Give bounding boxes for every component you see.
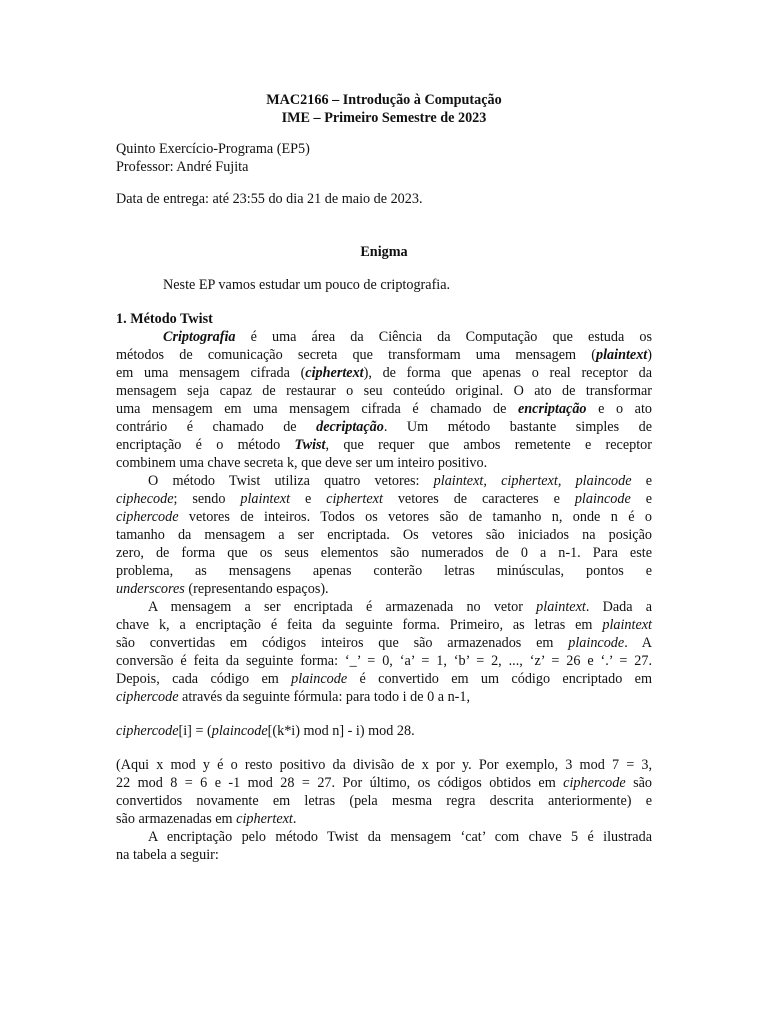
term-decriptacao: decriptação bbox=[316, 419, 384, 435]
p3-line3 bbox=[116, 634, 652, 652]
term-encriptacao: encriptação bbox=[517, 401, 587, 417]
p1-line4: mensagem seja capaz de restaurar o seu conteúdo original. O ato de transformar bbox=[116, 383, 652, 399]
p1-line3-text: em uma mensagem cifrada ( bbox=[116, 365, 306, 381]
doc-title: Enigma bbox=[360, 244, 408, 260]
formula-ciphercode: ciphercode bbox=[116, 723, 179, 739]
p5-line1: A encriptação pelo método Twist da mensagem ‘cat’ com chave 5 é ilustrada bbox=[148, 829, 652, 845]
p3-line2 bbox=[116, 616, 652, 634]
term-ciphertext-2: ciphertext bbox=[501, 473, 558, 489]
p4-line4 bbox=[116, 810, 296, 828]
p2-line1 bbox=[148, 472, 652, 490]
term-ciphertext-4: ciphertext bbox=[236, 811, 293, 827]
p2-line2-end: e bbox=[630, 491, 652, 507]
p2-line6: problema, as mensagens apenas conterão letras minúsculas, pontos e bbox=[116, 563, 652, 579]
p1-line5 bbox=[116, 400, 652, 418]
term-plaintext-3: plaintext bbox=[240, 491, 291, 507]
p3-line6-text: através da seguinte fórmula: para todo i de 0 a n-1, bbox=[178, 689, 471, 705]
formula-part-b: [i] = ( bbox=[178, 723, 212, 739]
p3-line4: conversão é feita da seguinte forma: ‘_’ = 0, ‘a’ = 1, ‘b’ = 2, ..., ‘z’ = 26 e ‘.’ = 27. bbox=[116, 653, 652, 669]
term-plaincode-4: plaincode bbox=[291, 671, 348, 687]
p4-line2 bbox=[116, 774, 652, 792]
p2-line1-text: O método Twist utiliza quatro vetores: bbox=[148, 473, 434, 489]
p3-line1 bbox=[148, 598, 652, 616]
p3-line3-text: são convertidas em códigos inteiros que são armazenados em bbox=[116, 635, 569, 651]
term-plaintext-5: plaintext bbox=[602, 617, 652, 633]
p4-line3: convertidos novamente em letras (pela mesma regra descrita anteriormente) e bbox=[116, 793, 652, 809]
p1-line7-end: , que requer que ambos remetente e receptor bbox=[325, 437, 652, 453]
p2-line2-t1: ; sendo bbox=[173, 491, 241, 507]
p3-line3-end: . A bbox=[624, 635, 653, 651]
p3-line6 bbox=[116, 688, 470, 706]
p1-line2-text: métodos de comunicação secreta que transformam uma mensagem ( bbox=[116, 347, 597, 363]
assignment-name: Quinto Exercício-Programa (EP5) bbox=[116, 141, 310, 157]
term-plaintext-4: plaintext bbox=[536, 599, 586, 615]
p2-line3-text: vetores de inteiros. Todos os vetores são de tamanho n, onde n é o bbox=[178, 509, 652, 525]
professor-name: Professor: André Fujita bbox=[116, 159, 249, 175]
p2-line4: tamanho da mensagem a ser encriptada. Os vetores são iniciados na posição bbox=[116, 527, 652, 543]
term-ciphecode: ciphecode bbox=[116, 491, 174, 507]
p2-line1-end: e bbox=[631, 473, 653, 489]
p1-line3 bbox=[116, 364, 652, 382]
p1-line2 bbox=[116, 346, 652, 364]
p1-line8: combinem uma chave secreta k, que deve ser um inteiro positivo. bbox=[116, 455, 488, 471]
p4-line2-text: 22 mod 8 = 6 e -1 mod 28 = 27. Por último, os códigos obtidos em bbox=[116, 775, 564, 791]
p1-line5-text: uma mensagem em uma mensagem cifrada é chamado de bbox=[116, 401, 518, 417]
p2-line3 bbox=[116, 508, 652, 526]
p1-line6-text: contrário é chamado de bbox=[116, 419, 317, 435]
course-title: MAC2166 – Introdução à Computação bbox=[266, 92, 502, 108]
term-plaincode-3: plaincode bbox=[568, 635, 625, 651]
p4-line4-text: são armazenadas em bbox=[116, 811, 237, 827]
p1-line1 bbox=[163, 328, 652, 346]
p2-line2 bbox=[116, 490, 652, 508]
p2-line2-t3: vetores de caracteres e bbox=[382, 491, 575, 507]
p1-line7-text: encriptação é o método bbox=[116, 437, 295, 453]
p3-line5-text: Depois, cada código em bbox=[116, 671, 292, 687]
p4-line4-end: . bbox=[292, 811, 297, 827]
deadline: Data de entrega: até 23:55 do dia 21 de maio de 2023. bbox=[116, 191, 423, 207]
p2-line7-text: (representando espaços). bbox=[184, 581, 329, 597]
term-criptografia: Criptografia bbox=[163, 329, 236, 345]
intro-paragraph: Neste EP vamos estudar um pouco de criptografia. bbox=[163, 277, 451, 293]
p3-line1-text: A mensagem a ser encriptada é armazenada no vetor bbox=[148, 599, 537, 615]
p3-line5 bbox=[116, 670, 652, 688]
term-plaincode: plaincode bbox=[575, 473, 632, 489]
p2-line5: zero, de forma que os seus elementos são numerados de 0 a n-1. Para este bbox=[116, 545, 652, 561]
term-plaincode-2: plaincode bbox=[574, 491, 631, 507]
term-plaintext-2: plaintext bbox=[433, 473, 484, 489]
p1-line2-end: ) bbox=[647, 347, 652, 363]
term-twist: Twist bbox=[294, 437, 326, 453]
term-underscores: underscores bbox=[116, 581, 185, 597]
p1-line3-end: ), de forma que apenas o real receptor da bbox=[363, 365, 652, 381]
p1-line7 bbox=[116, 436, 652, 454]
term-plaintext: plaintext bbox=[596, 347, 648, 363]
p4-line1: (Aqui x mod y é o resto positivo da divisão de x por y. Por exemplo, 3 mod 7 = 3, bbox=[116, 757, 652, 773]
p1-line6-end: . Um método bastante simples de bbox=[383, 419, 652, 435]
term-ciphercode-3: ciphercode bbox=[563, 775, 626, 791]
semester-title: IME – Primeiro Semestre de 2023 bbox=[281, 110, 487, 126]
formula bbox=[116, 722, 415, 740]
p3-line1-end: . Dada a bbox=[585, 599, 652, 615]
p2-comma-1: , bbox=[483, 473, 502, 489]
p4-line2-end: são bbox=[625, 775, 652, 791]
p5-line2: na tabela a seguir: bbox=[116, 847, 219, 863]
p1-line5-end: e o ato bbox=[586, 401, 652, 417]
p1-line6 bbox=[116, 418, 652, 436]
p3-line5-end: é convertido em um código encriptado em bbox=[347, 671, 652, 687]
term-ciphercode-2: ciphercode bbox=[116, 689, 179, 705]
p3-line2-text: chave k, a encriptação é feita da seguinte forma. Primeiro, as letras em bbox=[116, 617, 603, 633]
term-ciphertext: ciphertext bbox=[305, 365, 364, 381]
formula-part-d: [(k*i) mod n] - i) mod 28. bbox=[267, 723, 415, 739]
p1-line1-text: é uma área da Ciência da Computação que estuda os bbox=[235, 329, 652, 345]
p2-comma-2: , bbox=[557, 473, 576, 489]
section-heading: 1. Método Twist bbox=[116, 311, 213, 327]
term-ciphercode: ciphercode bbox=[116, 509, 179, 525]
p2-line2-t2: e bbox=[290, 491, 327, 507]
term-ciphertext-3: ciphertext bbox=[326, 491, 383, 507]
formula-plaincode: plaincode bbox=[211, 723, 268, 739]
p2-line7 bbox=[116, 580, 329, 598]
